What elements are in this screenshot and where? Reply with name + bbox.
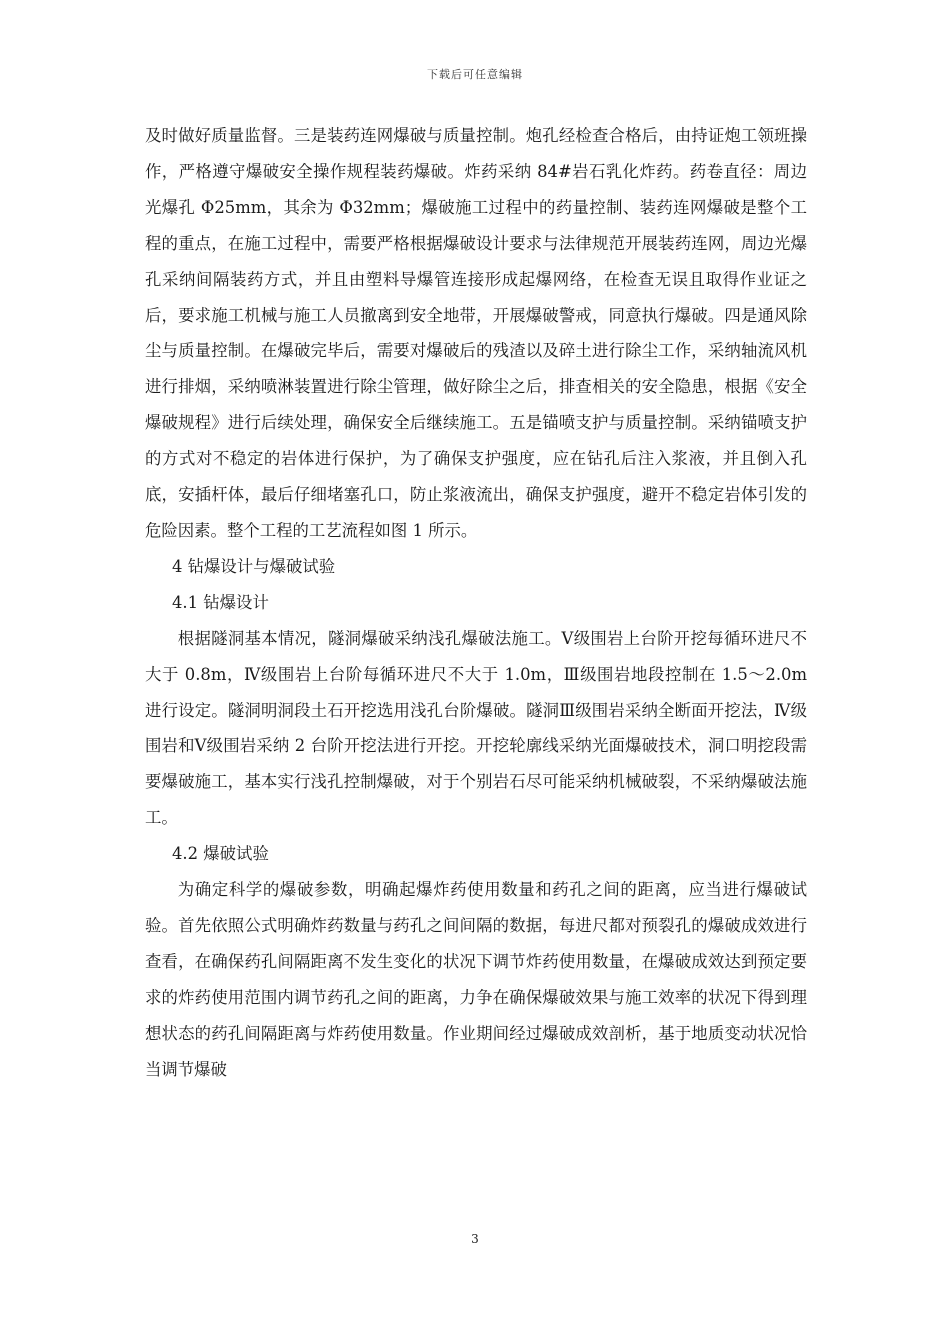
subsection-heading-4-1: 4.1 钻爆设计 <box>172 592 269 612</box>
subsection-heading-4-2: 4.2 爆破试验 <box>172 844 269 864</box>
section-heading-4: 4 钻爆设计与爆破试验 <box>172 556 336 576</box>
paragraph-quality-control: 及时做好质量监督。三是装药连网爆破与质量控制。炮孔经检查合格后，由持证炮工领班操作，严格遵守爆破安全操作规程装药爆破。炸药采纳 84#岩石乳化炸药。药卷直径：周边光爆孔 Φ25mm，其余为 Φ32mm；爆破施工过程中的药量控制、装药连网爆破是整个工程的重点，在施工过程中，需要严格根据爆破设计要求与法律规范开展装药连网，周边光爆孔采纳间隔装药方式，并且由塑料导爆管连接形成起爆网络，在检查无误且取得作业证之后，要求施工机械与施工人员撤离到安全地带，开展爆破警戒，同意执行爆破。四是通风除尘与质量控制。在爆破完毕后，需要对爆破后的残渣以及碎土进行除尘工作，采纳轴流风机进行排烟，采纳喷淋装置进行除尘管理，做好除尘之后，排查相关的安全隐患，根据《安全爆破规程》进行后续处理，确保安全后继续施工。五是锚喷支护与质量控制。采纳锚喷支护的方式对不稳定的岩体进行保护，为了确保支护强度，应在钻孔后注入浆液，并且倒入孔底，安插杆体，最后仔细堵塞孔口，防止浆液流出，确保支护强度，避开不稳定岩体引发的危险因素。整个工程的工艺流程如图 1 所示。 <box>145 126 807 540</box>
page-number: 3 <box>471 1232 479 1246</box>
paragraph-drill-blast-design: 根据隧洞基本情况，隧洞爆破采纳浅孔爆破法施工。Ⅴ级围岩上台阶开挖每循环进尺不大于 0.8m，Ⅳ级围岩上台阶每循环进尺不大于 1.0m，Ⅲ级围岩地段控制在 1.5～2.0m 进行设定。隧洞明洞段土石开挖选用浅孔台阶爆破。隧洞Ⅲ级围岩采纳全断面开挖法，Ⅳ级围岩和Ⅴ级围岩采纳 2 台阶开挖法进行开挖。开挖轮廓线采纳光面爆破技术，洞口明挖段需要爆破施工，基本实行浅孔控制爆破，对于个别岩石尽可能采纳机械破裂，不采纳爆破法施工。 <box>145 628 807 828</box>
page-header: 下载后可任意编辑 <box>427 68 523 81</box>
document-body <box>145 118 807 1087</box>
paragraph-blasting-test: 为确定科学的爆破参数，明确起爆炸药使用数量和药孔之间的距离，应当进行爆破试验。首先依照公式明确炸药数量与药孔之间间隔的数据，每进尺都对预裂孔的爆破成效进行查看，在确保药孔间隔距离不发生变化的状况下调节炸药使用数量，在爆破成效达到预定要求的炸药使用范围内调节药孔之间的距离，力争在确保爆破效果与施工效率的状况下得到理想状态的药孔间隔距离与炸药使用数量。作业期间经过爆破成效剖析，基于地质变动状况恰当调节爆破 <box>145 880 807 1079</box>
